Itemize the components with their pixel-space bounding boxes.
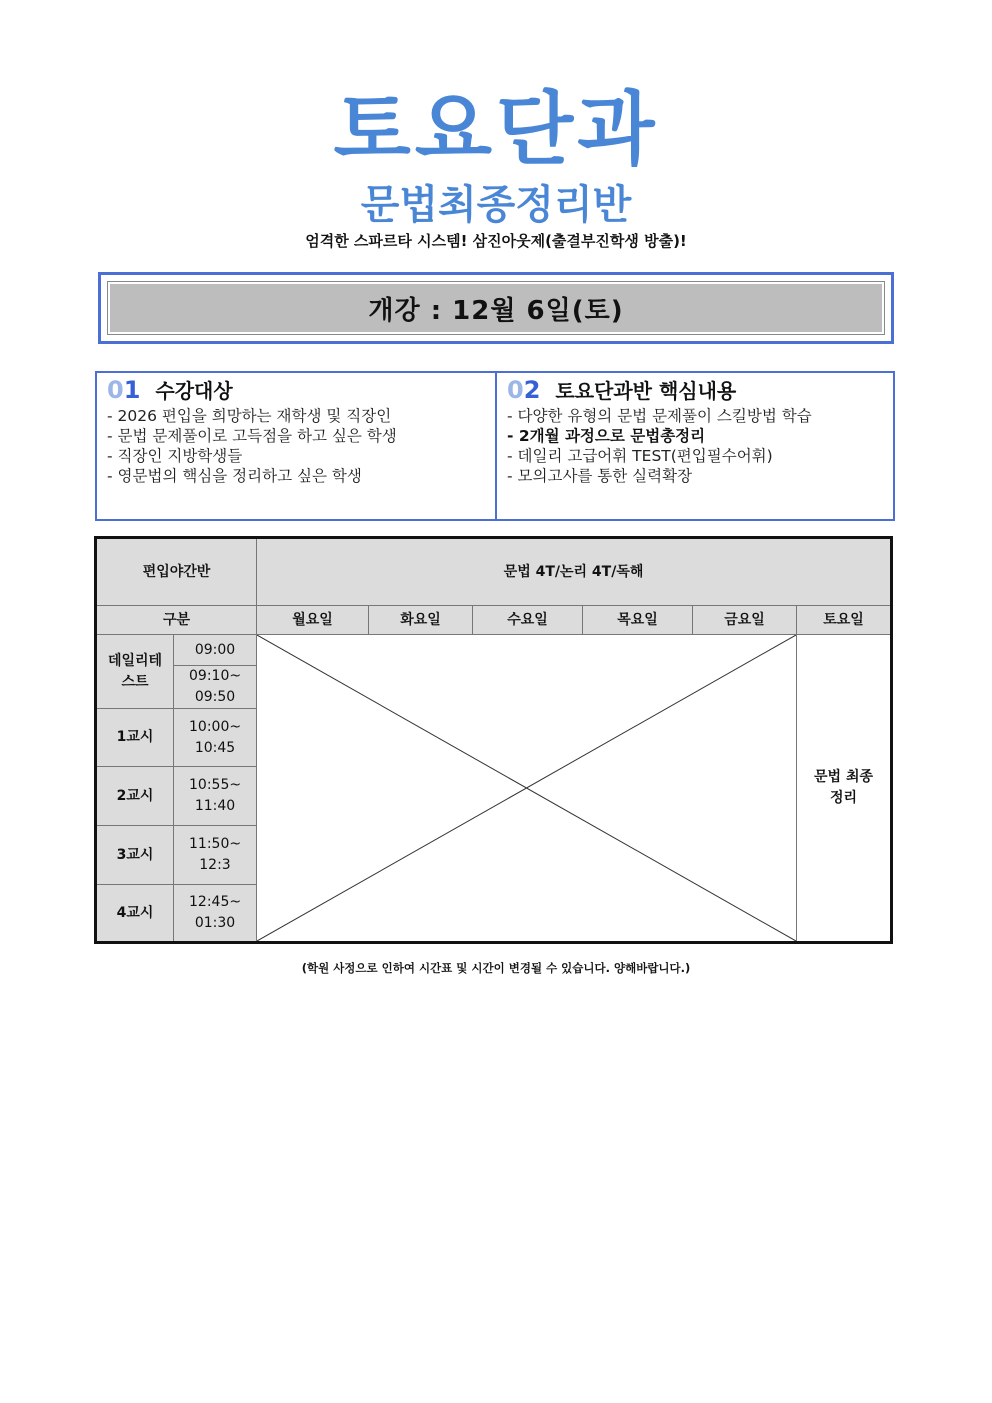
period-time: [174, 885, 257, 943]
list-item: - 문법 문제풀이로 고득점을 하고 싶은 학생: [107, 427, 397, 445]
time-text: 09:10~ 09:50: [189, 668, 242, 705]
main-title: 토요단과: [333, 83, 659, 176]
day-header-tue: 화요일: [369, 606, 473, 635]
section-number: 2: [523, 376, 541, 404]
list-item: - 영문법의 핵심을 정리하고 싶은 학생: [107, 467, 362, 485]
period-label: 1교시: [96, 709, 174, 767]
list-item: - 다양한 유형의 문법 문제풀이 스킬방법 학습: [507, 407, 812, 425]
saturday-class-text: 문법 최종정리: [814, 769, 873, 806]
period-label: 3교시: [96, 826, 174, 885]
target-students-box: [95, 371, 497, 521]
category-header: 구분: [96, 606, 257, 635]
opening-date: 개강 : 12월 6일(토): [368, 295, 624, 326]
section-label: 수강대상: [155, 379, 233, 403]
opening-banner-inner: [108, 282, 884, 334]
section-number-prefix: 0: [107, 376, 124, 404]
no-class-weekdays: [257, 635, 797, 943]
daily-test-time: [174, 666, 257, 709]
section-number: 1: [123, 376, 141, 404]
list-item: - 모의고사를 통한 실력확장: [507, 467, 693, 485]
period-label: 2교시: [96, 767, 174, 826]
tagline: 엄격한 스파르타 시스템! 삼진아웃제(출결부진학생 방출)!: [305, 232, 687, 250]
cross-out-mark: [257, 635, 796, 941]
saturday-class-cell: [797, 635, 892, 943]
time-text: 10:00~ 10:45: [189, 718, 242, 756]
time-text: 12:45~ 01:30: [189, 894, 242, 931]
opening-banner: [98, 272, 894, 344]
list-item: - 데일리 고급어휘 TEST(편입필수어휘): [507, 447, 773, 465]
day-header-mon: 월요일: [257, 606, 369, 635]
target-students-list: [107, 406, 485, 486]
day-header-fri: 금요일: [693, 606, 797, 635]
schedule-table: [94, 536, 893, 944]
section-number-prefix: 0: [507, 376, 524, 404]
daily-test-time: 09:00: [174, 635, 257, 666]
class-name-cell: 편입야간반: [96, 538, 257, 606]
core-content-list: [507, 406, 883, 486]
core-content-box: [495, 371, 895, 521]
day-header-thu: 목요일: [583, 606, 693, 635]
core-content-heading: [507, 375, 883, 406]
list-item: - 2026 편입을 희망하는 재학생 및 직장인: [107, 407, 392, 425]
daily-test-label: [96, 635, 174, 709]
course-name-cell: 문법 4T/논리 4T/독해: [257, 538, 892, 606]
list-item: - 직장인 지방학생들: [107, 447, 243, 465]
list-item: - 2개월 과정으로 문법총정리: [507, 427, 706, 445]
day-header-wed: 수요일: [473, 606, 583, 635]
period-time: [174, 709, 257, 767]
day-header-sat: 토요일: [797, 606, 892, 635]
section-label: 토요단과반 핵심내용: [555, 379, 737, 403]
period-time: [174, 767, 257, 826]
target-students-heading: [107, 375, 485, 406]
period-label: 4교시: [96, 885, 174, 943]
schedule-note: (학원 사정으로 인하여 시간표 및 시간이 변경될 수 있습니다. 양해바랍니다.): [301, 961, 691, 975]
period-time: [174, 826, 257, 885]
time-text: 11:50~ 12:3: [189, 836, 242, 873]
daily-test-text: 데일리테스트: [107, 652, 163, 690]
time-text: 10:55~ 11:40: [189, 777, 242, 814]
sub-title: 문법최종정리반: [360, 182, 632, 228]
